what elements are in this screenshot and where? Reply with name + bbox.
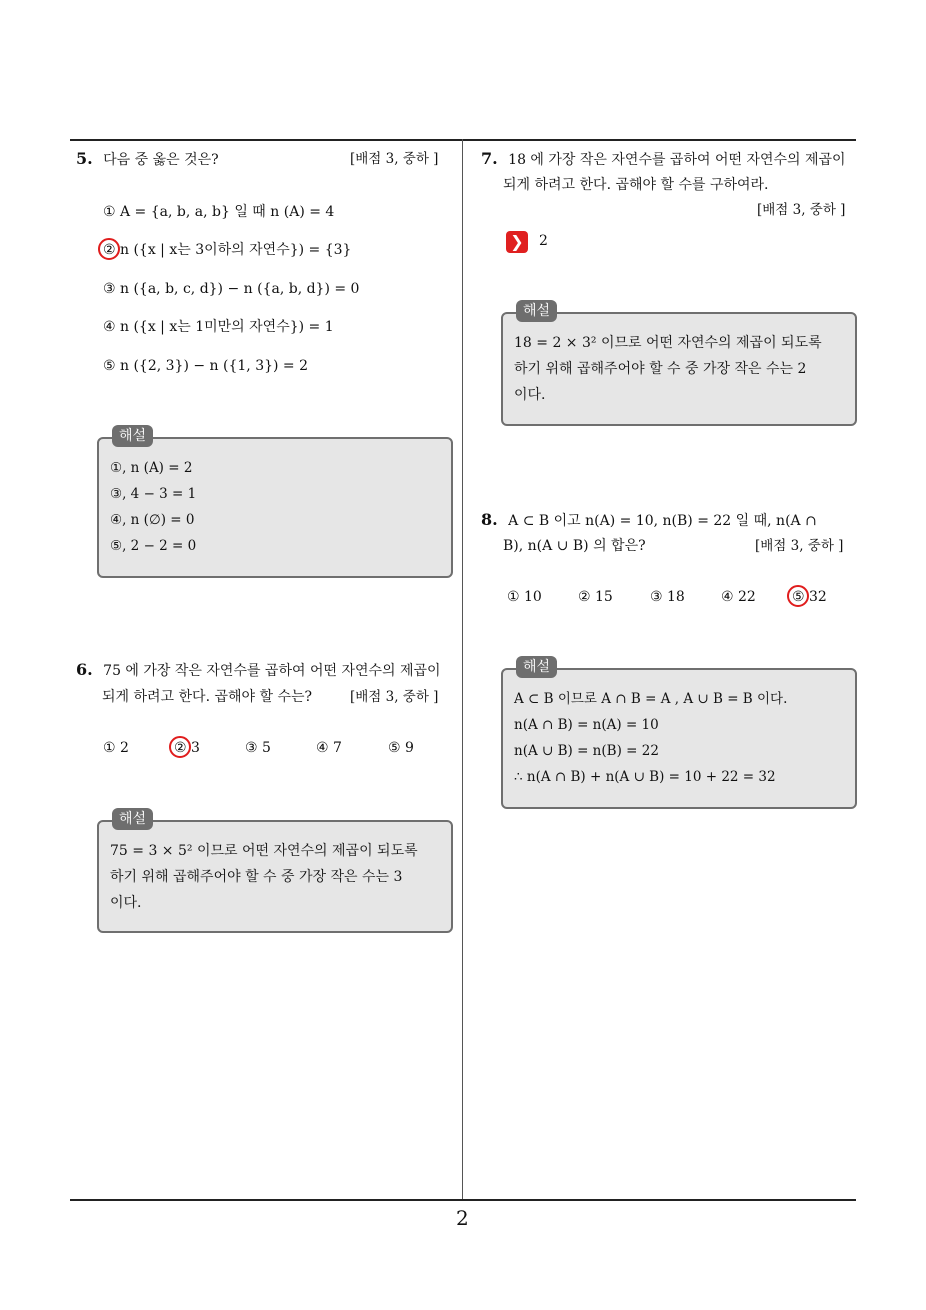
question-text: A ⊂ B 이고 n(A) = 10, n(B) = 22 일 때, n(A ∩: [508, 513, 817, 529]
solution-tag: 해설: [112, 425, 153, 447]
q8-option-2[interactable]: ② 15: [578, 589, 613, 605]
q7-solution-line-2: 하기 위해 곱해주어야 할 수 중 가장 작은 수는 2: [514, 361, 807, 377]
question-5-header: [76, 148, 219, 171]
question-8-line-2: B), n(A ∪ B) 의 합은?: [503, 538, 646, 554]
question-8-meta: [배점 3, 중하 ]: [755, 538, 844, 554]
q6-solution-line-1: 75 = 3 × 5² 이므로 어떤 자연수의 제곱이 되도록: [110, 843, 418, 859]
q6-option-3[interactable]: ③ 5: [245, 740, 271, 756]
q6-solution-line-3: 이다.: [110, 895, 142, 911]
question-number: 8.: [481, 510, 498, 529]
page-number: 2: [456, 1206, 469, 1230]
top-rule: [70, 139, 856, 141]
column-divider: [462, 139, 463, 1200]
question-5-meta: [배점 3, 중하 ]: [350, 151, 439, 167]
q8-solution-line-1: A ⊂ B 이므로 A ∩ B = A , A ∪ B = B 이다.: [514, 691, 788, 707]
question-text: 18 에 가장 작은 자연수를 곱하여 어떤 자연수의 제곱이: [508, 152, 846, 168]
question-number: 5.: [76, 149, 93, 168]
question-6-meta: [배점 3, 중하 ]: [350, 689, 439, 705]
q5-option-5[interactable]: ⑤ n ({2, 3}) − n ({1, 3}) = 2: [103, 358, 309, 374]
bottom-rule: [70, 1199, 856, 1201]
q6-option-2[interactable]: ② 3: [174, 740, 200, 756]
answer-mark-circle: [787, 585, 809, 607]
solution-tag: 해설: [112, 808, 153, 830]
question-6-line-1: [76, 659, 441, 682]
q8-option-4[interactable]: ④ 22: [721, 589, 756, 605]
question-text: 75 에 가장 작은 자연수를 곱하여 어떤 자연수의 제곱이: [103, 663, 441, 679]
q7-solution-line-1: 18 = 2 × 3² 이므로 어떤 자연수의 제곱이 되도록: [514, 335, 822, 351]
question-7-meta: [배점 3, 중하 ]: [757, 202, 846, 218]
answer-mark-circle: [169, 736, 191, 758]
question-7-line-1: [481, 148, 846, 171]
q6-option-4[interactable]: ④ 7: [316, 740, 342, 756]
answer-mark-circle: [98, 238, 120, 260]
q6-option-1[interactable]: ① 2: [103, 740, 129, 756]
q5-solution-line-2: ③, 4 − 3 = 1: [110, 486, 197, 502]
question-8-line-1: [481, 509, 817, 532]
q5-option-1[interactable]: ① A = {a, b, a, b} 일 때 n (A) = 4: [103, 204, 335, 220]
solution-tag: 해설: [516, 656, 557, 678]
question-text: 다음 중 옳은 것은?: [103, 152, 219, 168]
q5-solution-line-1: ①, n (A) = 2: [110, 460, 193, 476]
q8-solution-line-4: ∴ n(A ∩ B) + n(A ∪ B) = 10 + 22 = 32: [514, 769, 776, 785]
q7-answer: 2: [539, 233, 548, 249]
q5-option-4[interactable]: ④ n ({x | x는 1미만의 자연수}) = 1: [103, 319, 334, 335]
solution-tag: 해설: [516, 300, 557, 322]
q6-option-5[interactable]: ⑤ 9: [388, 740, 414, 756]
q8-solution-line-3: n(A ∪ B) = n(B) = 22: [514, 743, 659, 759]
question-number: 6.: [76, 660, 93, 679]
q5-option-2[interactable]: ② n ({x | x는 3이하의 자연수}) = {3}: [103, 242, 352, 258]
q5-option-3[interactable]: ③ n ({a, b, c, d}) − n ({a, b, d}) = 0: [103, 281, 360, 297]
question-6-line-2: 되게 하려고 한다. 곱해야 할 수는?: [102, 689, 313, 705]
question-7-line-2: 되게 하려고 한다. 곱해야 할 수를 구하여라.: [503, 177, 769, 193]
q6-solution-line-2: 하기 위해 곱해주어야 할 수 중 가장 작은 수는 3: [110, 869, 403, 885]
q8-solution-line-2: n(A ∩ B) = n(A) = 10: [514, 717, 659, 733]
q5-solution-line-3: ④, n (∅) = 0: [110, 512, 195, 528]
arrow-right-icon: ❯: [506, 231, 528, 253]
q8-option-3[interactable]: ③ 18: [650, 589, 685, 605]
q8-option-5[interactable]: ⑤ 32: [792, 589, 827, 605]
question-number: 7.: [481, 149, 498, 168]
q8-option-1[interactable]: ① 10: [507, 589, 542, 605]
q7-solution-line-3: 이다.: [514, 387, 546, 403]
q5-solution-line-4: ⑤, 2 − 2 = 0: [110, 538, 197, 554]
